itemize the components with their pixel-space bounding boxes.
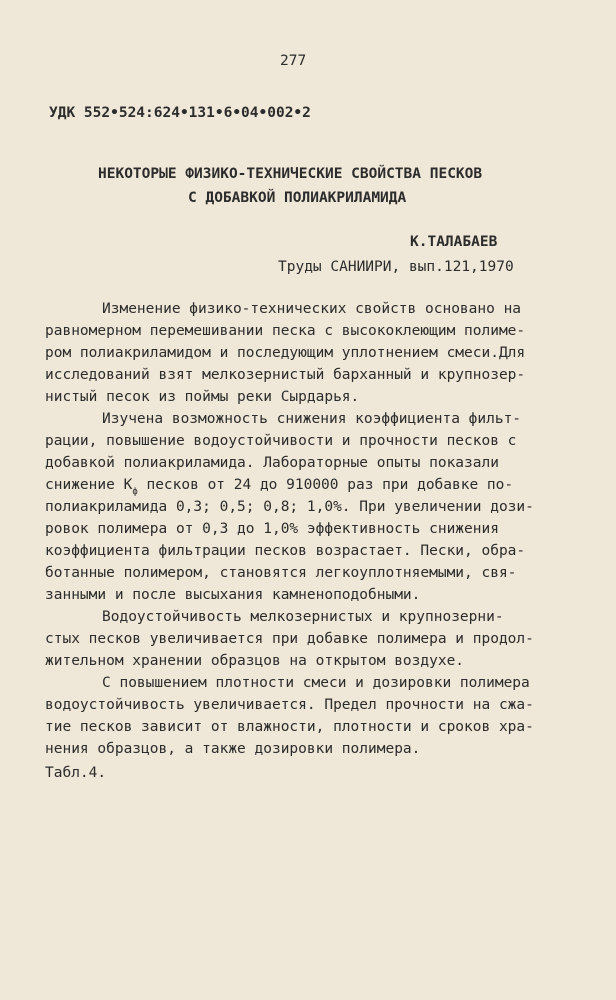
body-line: нистый песок из поймы реки Сырдарья. <box>45 389 360 405</box>
body-line: ровок полимера от 0,3 до 1,0% эффективность снижения <box>45 521 499 537</box>
body-text: песков от 24 до 910000 раз при добавке по- <box>137 477 514 493</box>
body-line: Изменение физико-технических свойств основано на <box>102 301 522 317</box>
body-line: равномерном перемешивании песка с высококлеющим полиме- <box>45 323 526 339</box>
body-line: нения образцов, а также дозировки полимера. <box>45 741 421 757</box>
page-number: 277 <box>280 53 307 69</box>
body-line: занными и после высыхания камненоподобными. <box>45 587 421 603</box>
body-line: тие песков зависит от влажности, плотности и сроков хра- <box>45 719 534 735</box>
subscript: ф <box>132 487 138 497</box>
body-line: жительном хранении образцов на открытом воздухе. <box>45 653 465 669</box>
author: К.ТАЛАБАЕВ <box>410 234 498 250</box>
body-line: стых песков увеличивается при добавке полимера и продол- <box>45 631 534 647</box>
body-line: ботанные полимером, становятся легкоуплотняемыми, свя- <box>45 565 517 581</box>
body-line: Водоустойчивость мелкозернистых и крупнозерни- <box>102 609 504 625</box>
body-line: коэффициента фильтрации песков возрастает. Пески, обра- <box>45 543 526 559</box>
title-line-1: НЕКОТОРЫЕ ФИЗИКО-ТЕХНИЧЕСКИЕ СВОЙСТВА ПЕСКОВ <box>98 166 483 182</box>
body-text: снижение К <box>45 477 133 493</box>
body-line: добавкой полиакриламида. Лабораторные опыты показали <box>45 455 499 471</box>
body-line: водоустойчивость увеличивается. Предел прочности на сжа- <box>45 697 534 713</box>
body-line: исследований взят мелкозернистый барханный и крупнозер- <box>45 367 526 383</box>
source-citation: Труды САНИИРИ, вып.121,1970 <box>278 259 514 275</box>
body-line-with-subscript <box>45 476 513 496</box>
udc-code: УДК 552•524:624•131•6•04•002•2 <box>49 105 311 121</box>
body-line: ром полиакриламидом и последующим уплотнением смеси.Для <box>45 345 526 361</box>
body-line: Изучена возможность снижения коэффициента фильт- <box>102 411 522 427</box>
body-line: С повышением плотности смеси и дозировки полимера <box>102 675 530 691</box>
body-line: рации, повышение водоустойчивости и прочности песков с <box>45 433 517 449</box>
title-line-2: С ДОБАВКОЙ ПОЛИАКРИЛАМИДА <box>188 190 407 206</box>
body-line: полиакриламида 0,3; 0,5; 0,8; 1,0%. При увеличении дози- <box>45 499 534 515</box>
table-count: Табл.4. <box>45 765 107 781</box>
